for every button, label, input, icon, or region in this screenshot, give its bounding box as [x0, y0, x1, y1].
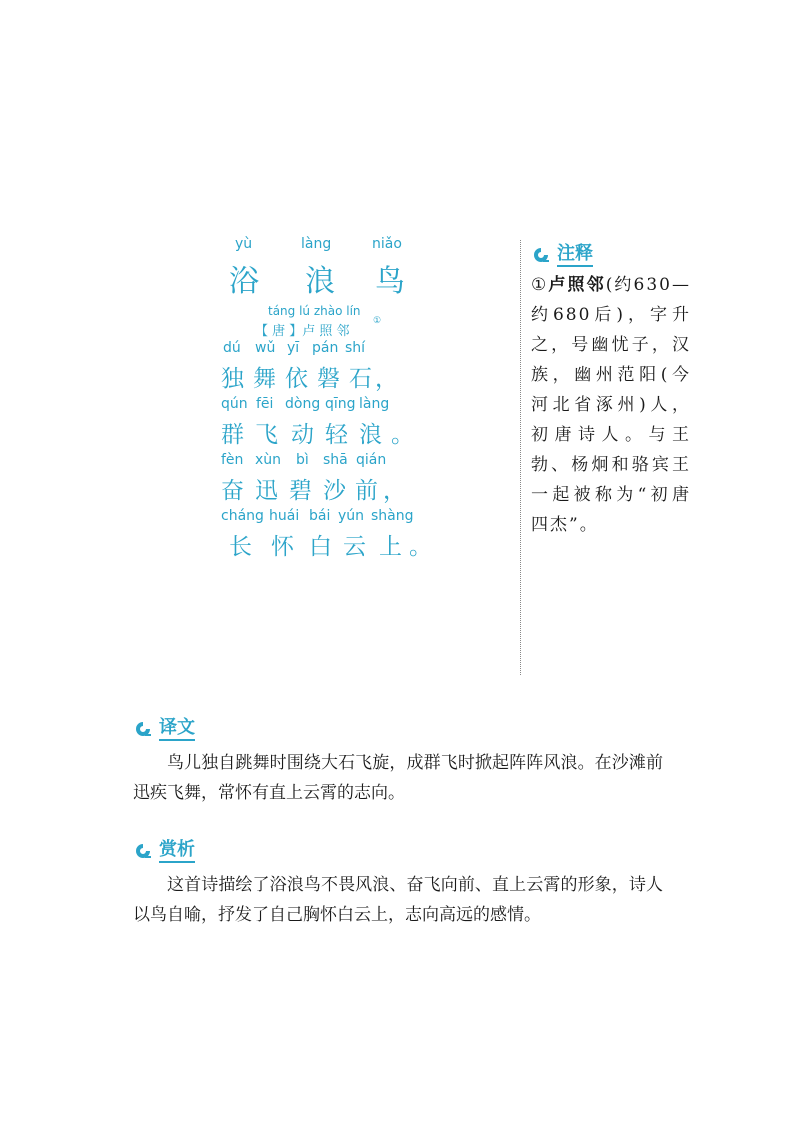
- poem-char: 奋: [221, 478, 244, 504]
- poem-block: [205, 236, 445, 564]
- poem-char: 石: [349, 366, 372, 392]
- author-pinyin: [205, 304, 445, 320]
- poem-char: 长: [229, 534, 252, 560]
- note-1: [531, 270, 691, 540]
- poem-char: 飞: [255, 422, 278, 448]
- appreciation-section: [133, 836, 663, 930]
- pinyin-syllable: bái: [309, 508, 331, 524]
- notes-heading-label: 注释: [557, 244, 593, 267]
- pinyin-syllable: qún: [221, 396, 248, 412]
- poem-title: [205, 256, 445, 304]
- pinyin-syllable: shí: [345, 340, 366, 356]
- pinyin-syllable: fèn: [221, 452, 244, 468]
- notes-panel: [531, 240, 691, 540]
- title-char: 浴: [229, 264, 259, 299]
- column-divider: [520, 240, 521, 675]
- poem-punct: 。: [391, 422, 414, 448]
- pinyin-syllable: huái: [269, 508, 300, 524]
- poem-char: 前: [355, 478, 378, 504]
- poem-char: 怀: [271, 534, 294, 560]
- author-pinyin-text: táng lú zhào lín: [268, 304, 361, 318]
- poem-char: 碧: [289, 478, 312, 504]
- line-4: [205, 528, 445, 564]
- poem-char: 磐: [317, 366, 340, 392]
- translation-text: 鸟儿独自跳舞时围绕大石飞旋，成群飞时掀起阵阵风浪。在沙滩前迅疾飞舞，常怀有直上云霄的志向。: [133, 753, 663, 803]
- pinyin-syllable: niǎo: [372, 236, 402, 252]
- pinyin-syllable: qián: [356, 452, 387, 468]
- poem-char: 独: [221, 366, 244, 392]
- note-mark: ①: [531, 275, 549, 295]
- author-note-mark: ①: [373, 316, 382, 326]
- pinyin-syllable: yī: [287, 340, 300, 356]
- pinyin-syllable: làng: [301, 236, 332, 252]
- line-4-pinyin: [205, 508, 445, 528]
- author-line: [205, 316, 445, 340]
- poem-char: 轻: [325, 422, 348, 448]
- pinyin-syllable: shā: [323, 452, 348, 468]
- line-3-pinyin: [205, 452, 445, 472]
- poem-punct: ，: [375, 366, 398, 392]
- pinyin-syllable: bì: [296, 452, 309, 468]
- pinyin-syllable: qīng: [325, 396, 356, 412]
- poem-char: 上: [379, 534, 402, 560]
- line-3: [205, 472, 445, 508]
- poem-char: 群: [221, 422, 244, 448]
- line-1: [205, 360, 445, 396]
- poem-char: 白: [309, 534, 332, 560]
- translation-heading-label: 译文: [159, 718, 195, 741]
- swirl-icon: [133, 719, 153, 739]
- poem-punct: ，: [383, 478, 406, 504]
- swirl-icon: [133, 841, 153, 861]
- author-text: 【 唐 】卢 照 邻: [255, 324, 350, 339]
- pinyin-syllable: dú: [223, 340, 241, 356]
- pinyin-syllable: làng: [359, 396, 390, 412]
- pinyin-syllable: yù: [235, 236, 253, 252]
- poem-char: 迅: [255, 478, 278, 504]
- note-term: 卢照邻: [548, 275, 606, 295]
- appreciation-text: 这首诗描绘了浴浪鸟不畏风浪、奋飞向前、直上云霄的形象，诗人以鸟自喻，抒发了自己胸怀白云上，志向高远的感情。: [133, 875, 663, 925]
- pinyin-syllable: dòng: [285, 396, 321, 412]
- poem-punct: 。: [409, 534, 432, 560]
- note-body: (约630—约680后)，字升之，号幽忧子，汉族，幽州范阳(今河北省涿州)人，初唐诗人。与王勃、杨炯和骆宾王一起被称为“初唐四杰”。: [531, 275, 691, 535]
- swirl-icon: [531, 245, 551, 265]
- title-char: 鸟: [375, 264, 405, 299]
- pinyin-syllable: cháng: [221, 508, 264, 524]
- poem-char: 云: [343, 534, 366, 560]
- poem-char: 浪: [359, 422, 382, 448]
- poem-char: 动: [291, 422, 314, 448]
- poem-char: 沙: [323, 478, 346, 504]
- poem-char: 依: [285, 366, 308, 392]
- translation-section: [133, 714, 663, 808]
- appreciation-heading: [133, 836, 663, 866]
- pinyin-syllable: pán: [312, 340, 339, 356]
- title-char: 浪: [305, 264, 335, 299]
- poem-char: 舞: [253, 366, 276, 392]
- pinyin-syllable: wǔ: [255, 340, 276, 356]
- line-1-pinyin: [205, 340, 445, 360]
- pinyin-syllable: yún: [338, 508, 365, 524]
- appreciation-heading-label: 赏析: [159, 840, 195, 863]
- line-2-pinyin: [205, 396, 445, 416]
- pinyin-syllable: shàng: [371, 508, 414, 524]
- pinyin-syllable: fēi: [256, 396, 274, 412]
- translation-heading: [133, 714, 663, 744]
- line-2: [205, 416, 445, 452]
- pinyin-syllable: xùn: [255, 452, 282, 468]
- title-pinyin: [205, 236, 445, 256]
- notes-heading: [531, 240, 691, 270]
